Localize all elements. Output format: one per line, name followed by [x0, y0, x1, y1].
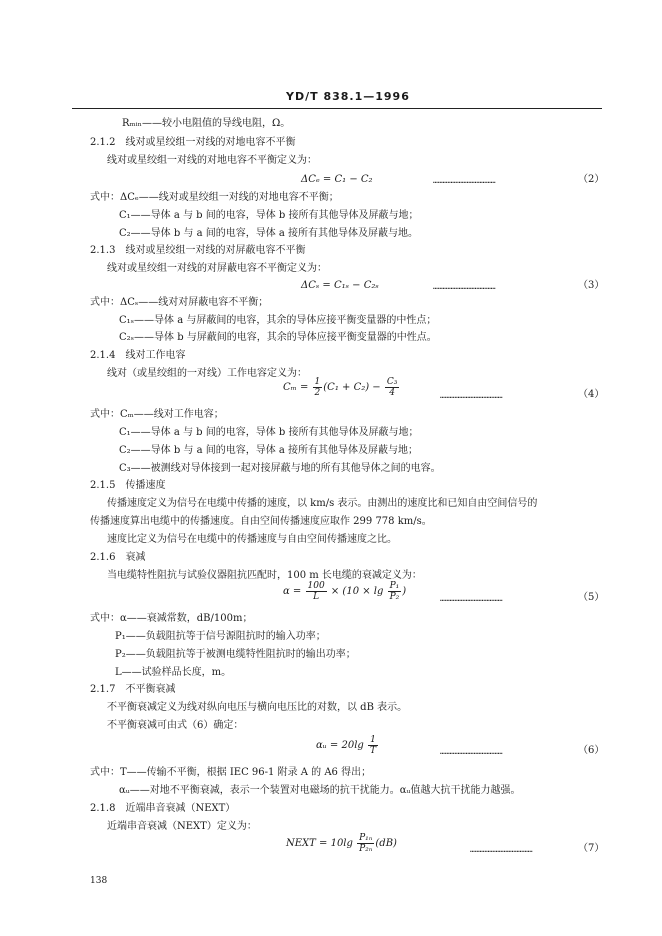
eq-lhs: NEXT = 10lg	[286, 838, 357, 849]
page-number: 138	[90, 876, 108, 886]
text-line: 线对或星绞组一对线的对屏蔽电容不平衡定义为：	[107, 263, 327, 274]
section-heading: 2.1.3 线对或星绞组一对线的对屏蔽电容不平衡	[90, 245, 306, 256]
text-line: 传播速度定义为信号在电缆中传播的速度，以 km/s 表示。由测出的速度比和已知自由空间信号的	[107, 498, 538, 509]
equation-5	[283, 581, 406, 602]
text-line: Rₘᵢₙ——较小电阻值的导线电阻，Ω。	[122, 118, 291, 129]
text-line: 当电缆特性阻抗与试验仪器阻抗匹配时，100 m 长电缆的衰减定义为：	[107, 570, 422, 581]
text-line: 不平衡衰减可由式（6）确定：	[107, 720, 244, 731]
fraction	[313, 377, 323, 398]
text-line: L——试验样品长度，m。	[115, 667, 232, 678]
eq-tail: )	[402, 586, 407, 597]
equation-6	[316, 735, 379, 756]
equation-2: ΔCₑ = C₁ − C₂	[301, 174, 373, 185]
text-line: C₂ₛ——导体 b 与屏蔽间的电容，其余的导体应接平衡变量器的中性点。	[119, 332, 437, 343]
header-rule	[72, 108, 602, 109]
equation-number: （3）	[578, 280, 605, 291]
leader-dots: …………………………………	[433, 282, 496, 291]
numerator: 1	[314, 377, 321, 387]
text-line: C₁——导体 a 与 b 间的电容，导体 b 接所有其他导体及屏蔽与地；	[119, 210, 419, 221]
section-heading: 2.1.2 线对或星绞组一对线的对地电容不平衡	[90, 137, 296, 148]
text-line: P₁——负载阻抗等于信号源阻抗时的输入功率；	[115, 631, 326, 642]
text-line: 式中：ΔCₑ——线对或星绞组一对线的对地电容不平衡；	[90, 192, 339, 203]
eq-mid: × (10 × lg	[327, 586, 387, 597]
fraction	[306, 581, 327, 602]
text-line: αᵤ——对地不平衡衰减，表示一个装置对电磁场的抗干扰能力。αᵤ值越大抗干扰能力越强。	[119, 785, 521, 796]
eq-tail: (dB)	[375, 838, 397, 849]
numerator: P₁ₙ	[359, 833, 373, 843]
text-line: 线对（或星绞组的一对线）工作电容定义为：	[107, 368, 307, 379]
equation-4	[283, 377, 400, 398]
eq-lhs: Cₘ =	[283, 382, 312, 393]
equation-number: （2）	[578, 174, 605, 185]
fraction	[357, 833, 374, 854]
numerator: 100	[307, 581, 325, 591]
eq-lhs: α =	[283, 586, 305, 597]
leader-dots: …………………………………	[440, 747, 503, 756]
text-line: C₂——导体 b 与 a 间的电容，导体 a 接所有其他导体及屏蔽与地；	[119, 445, 419, 456]
numerator: P₁	[389, 581, 400, 591]
denominator: P₂ₙ	[359, 844, 373, 854]
equation-7	[286, 833, 397, 854]
denominator: L	[313, 592, 320, 602]
denominator: P₂	[389, 592, 400, 602]
text-line: 速度比定义为信号在电缆中的传播速度与自由空间传播速度之比。	[107, 534, 397, 545]
leader-dots: …………………………………	[440, 594, 503, 603]
text-line: 式中：T——传输不平衡，根据 IEC 96-1 附录 A 的 A6 得出；	[90, 767, 372, 778]
fraction	[385, 377, 400, 398]
numerator: C₃	[386, 377, 398, 387]
text-line: C₃——被测线对导体接到一起对接屏蔽与地的所有其他导体之间的电容。	[119, 463, 441, 474]
section-heading: 2.1.8 近端串音衰减（NEXT）	[90, 803, 236, 814]
text-line: 近端串音衰减（NEXT）定义为：	[107, 821, 257, 832]
eq-mid: (C₁ + C₂) −	[323, 382, 384, 393]
section-heading: 2.1.4 线对工作电容	[90, 350, 186, 361]
numerator: 1	[370, 735, 376, 745]
text-line: P₂——负载阻抗等于被测电缆特性阻抗时的输出功率；	[115, 649, 356, 660]
leader-dots: …………………………………	[470, 845, 533, 854]
text-line: 式中：Cₘ——线对工作电容；	[90, 409, 224, 420]
fraction	[388, 581, 402, 602]
text-line: C₁ₛ——导体 a 与屏蔽间的电容，其余的导体应接平衡变量器的中性点；	[119, 315, 437, 326]
denominator: T	[369, 746, 376, 756]
eq-lhs: αᵤ = 20lg	[316, 740, 367, 751]
denominator: 4	[389, 388, 395, 398]
equation-number: （4）	[578, 389, 605, 400]
leader-dots: …………………………………	[440, 391, 503, 400]
equation-number: （7）	[578, 843, 605, 854]
leader-dots: …………………………………	[433, 176, 496, 185]
document-header: YD/T 838.1—1996	[286, 90, 410, 103]
section-heading: 2.1.7 不平衡衰减	[90, 684, 176, 695]
text-line: C₂——导体 b 与 a 间的电容，导体 a 接所有其他导体及屏蔽与地。	[119, 228, 419, 239]
text-line: 传播速度算出电缆中的传播速度。自由空间传播速度应取作 299 778 km/s。	[90, 516, 432, 527]
equation-3: ΔCₛ = C₁ₛ − C₂ₛ	[301, 280, 379, 291]
section-heading: 2.1.6 衰减	[90, 552, 146, 563]
denominator: 2	[314, 388, 321, 398]
equation-number: （6）	[578, 745, 605, 756]
text-line: 不平衡衰减定义为线对纵向电压与横向电压比的对数，以 dB 表示。	[107, 702, 408, 713]
text-line: 式中：α——衰减常数，dB/100m；	[90, 613, 253, 624]
text-line: 线对或星绞组一对线的对地电容不平衡定义为：	[107, 155, 317, 166]
fraction	[368, 735, 378, 756]
text-line: 式中：ΔCₛ——线对对屏蔽电容不平衡；	[90, 297, 269, 308]
section-heading: 2.1.5 传播速度	[90, 480, 166, 491]
equation-number: （5）	[578, 592, 605, 603]
text-line: C₁——导体 a 与 b 间的电容，导体 b 接所有其他导体及屏蔽与地；	[119, 427, 419, 438]
